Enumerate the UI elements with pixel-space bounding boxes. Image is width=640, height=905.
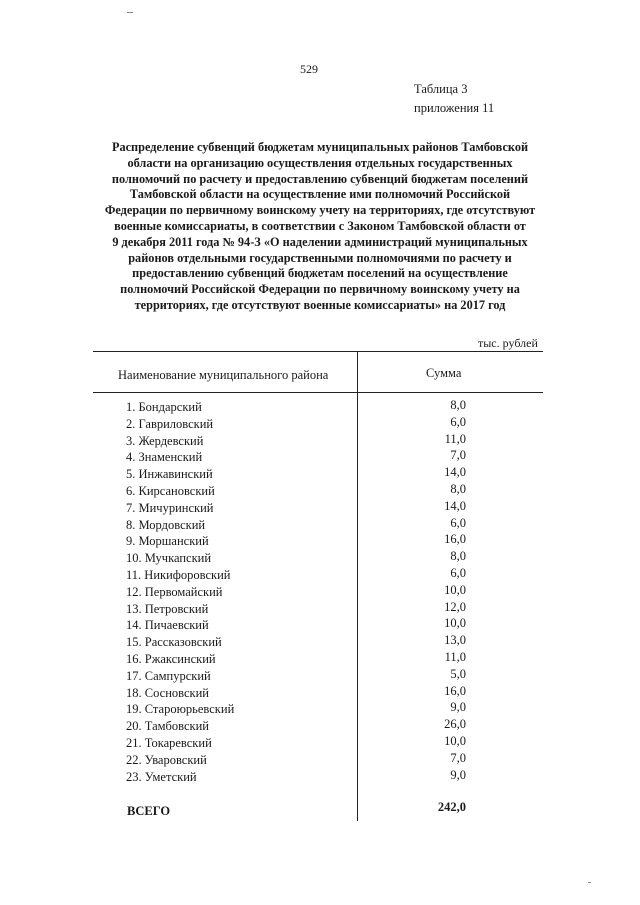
- title-line: Федерации по первичному воинскому учету на территориях, где отсутствуют: [104, 203, 536, 218]
- row-name: 7. Мичуринский: [126, 500, 214, 515]
- table-row: [0, 650, 640, 667]
- title-line: предоставлению субвенций бюджетам поселений на осуществление: [132, 266, 508, 281]
- row-value: 10,0: [444, 616, 466, 631]
- title-line: Распределение субвенций бюджетам муниципальных районов Тамбовской: [111, 140, 529, 154]
- row-value: 8,0: [450, 398, 466, 412]
- table-row: [0, 566, 640, 583]
- table-row: [0, 549, 640, 566]
- table-row: [0, 432, 640, 449]
- row-name: 3. Жердевский: [126, 433, 204, 448]
- row-name: 21. Токаревский: [126, 735, 212, 750]
- row-value: 7,0: [450, 750, 466, 765]
- title-line: полномочий по расчету и предоставлению субвенций бюджетам поселений: [111, 171, 529, 186]
- row-name: 14. Пичаевский: [126, 618, 209, 633]
- row-value: 7,0: [450, 448, 466, 463]
- row-value: 6,0: [450, 565, 466, 580]
- document-title: [90, 140, 550, 314]
- table-row: [0, 516, 640, 533]
- row-value: 14,0: [444, 465, 466, 480]
- table-row: [0, 415, 640, 432]
- row-value: 10,0: [444, 733, 466, 748]
- table-row: [0, 448, 640, 465]
- units-label: тыс. рублей: [478, 336, 538, 350]
- row-name: 5. Инжавинский: [126, 467, 213, 482]
- row-value: 8,0: [450, 481, 466, 496]
- table-row: [0, 616, 640, 633]
- title-line: 9 декабря 2011 года № 94-З «О наделении администраций муниципальных: [112, 234, 528, 249]
- row-name: 1. Бондарский: [126, 400, 202, 414]
- table-row: [0, 600, 640, 617]
- row-value: 26,0: [444, 717, 466, 732]
- title-line: полномочий Российской Федерации по первичному воинскому учету на: [120, 282, 520, 297]
- row-name: 17. Сампурский: [126, 668, 211, 683]
- row-name: 19. Староюрьевский: [126, 702, 235, 717]
- row-value: 8,0: [450, 549, 466, 564]
- page-number: 529: [300, 62, 318, 76]
- row-name: 15. Рассказовский: [126, 635, 222, 650]
- row-name: 4. Знаменский: [126, 450, 203, 465]
- row-value: 16,0: [444, 683, 466, 698]
- table-ref-line1: Таблица 3: [414, 82, 468, 96]
- row-name: 20. Тамбовский: [126, 719, 209, 734]
- row-name: 13. Петровский: [126, 601, 209, 616]
- row-name: 22. Уваровский: [126, 752, 207, 767]
- title-line: территориях, где отсутствуют военные комиссариаты» на 2017 год: [134, 297, 506, 312]
- row-value: 6,0: [450, 515, 466, 530]
- row-name: 9. Моршанский: [126, 534, 209, 549]
- scan-mark: [588, 882, 591, 883]
- table-row: [0, 734, 640, 751]
- total-label: ВСЕГО: [127, 804, 171, 818]
- title-line: районов отдельными государственными полномочиями по расчету и: [128, 250, 512, 265]
- table-row: [0, 465, 640, 482]
- row-value: 9,0: [450, 700, 466, 715]
- table-top-border: [93, 351, 543, 352]
- title-line: военные комиссариаты, в соответствии с Законом Тамбовской области от: [114, 218, 526, 233]
- row-value: 13,0: [444, 633, 466, 648]
- table-body: [0, 398, 640, 784]
- table-row: [0, 633, 640, 650]
- row-value: 9,0: [450, 767, 466, 782]
- table-row: [0, 667, 640, 684]
- row-value: 11,0: [444, 431, 466, 446]
- table-row: [0, 499, 640, 516]
- column-header-name: Наименование муниципального района: [118, 368, 329, 382]
- row-value: 14,0: [444, 498, 466, 513]
- column-header-sum: Сумма: [426, 366, 462, 380]
- table-row: [0, 398, 640, 415]
- row-name: 23. Уметский: [126, 769, 197, 784]
- row-value: 12,0: [444, 599, 466, 614]
- total-value: 242,0: [437, 800, 466, 814]
- row-name: 18. Сосновский: [126, 685, 209, 700]
- row-name: 10. Мучкапский: [126, 551, 212, 566]
- table-ref-line2: приложения 11: [414, 101, 495, 115]
- title-line: Тамбовской области на осуществление ими полномочий Российской: [129, 187, 511, 202]
- row-value: 10,0: [444, 582, 466, 597]
- row-name: 8. Мордовский: [126, 517, 206, 532]
- table-header-border: [93, 392, 543, 393]
- table-row: [0, 768, 640, 785]
- row-name: 2. Гавриловский: [126, 416, 214, 431]
- row-name: 12. Первомайский: [126, 584, 223, 599]
- table-row: [0, 532, 640, 549]
- row-name: 11. Никифоровский: [126, 567, 231, 582]
- row-value: 5,0: [450, 666, 466, 681]
- row-value: 16,0: [444, 532, 466, 547]
- table-row: [0, 700, 640, 717]
- table-row: [0, 583, 640, 600]
- row-value: 11,0: [444, 649, 466, 664]
- row-name: 16. Ржаксинский: [126, 651, 216, 666]
- row-name: 6. Кирсановский: [126, 483, 215, 498]
- title-line: области на организацию осуществления отдельных государственных: [127, 155, 513, 170]
- table-row: [0, 717, 640, 734]
- table-row: [0, 482, 640, 499]
- scan-mark: [127, 12, 133, 13]
- table-row: [0, 684, 640, 701]
- table-row: [0, 751, 640, 768]
- row-value: 6,0: [450, 414, 466, 429]
